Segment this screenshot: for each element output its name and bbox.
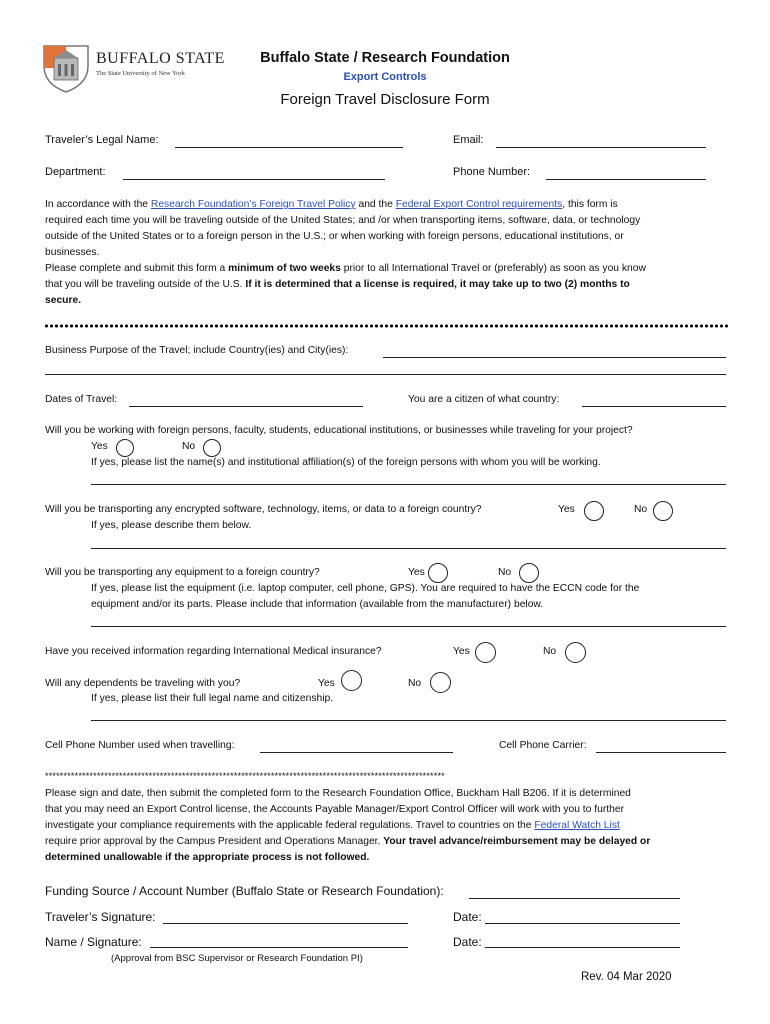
intro-text: outside of the United States or to a foreign person in the U.S.; or when working with foreign persons, educational institutions, or	[45, 231, 624, 242]
approver-date-label: Date:	[453, 935, 482, 949]
foreign-yes-radio[interactable]	[116, 439, 134, 457]
medical-yes-label: Yes	[453, 646, 470, 657]
org-title: Buffalo State / Research Foundation	[260, 50, 510, 66]
closing-text: Please sign and date, then submit the completed form to the Research Foundation Office, Buckham Hall B206. If it is determined	[45, 788, 631, 799]
equipment-field[interactable]	[91, 626, 726, 627]
email-label: Email:	[453, 134, 484, 146]
foreign-if-yes: If yes, please list the name(s) and institutional affiliation(s) of the foreign persons with whom you will be working.	[91, 457, 601, 468]
cell-phone-label: Cell Phone Number used when travelling:	[45, 740, 235, 751]
closing-text: investigate your compliance requirements with the applicable federal regulations. Travel to countries on the	[45, 820, 535, 831]
medical-no-label: No	[543, 646, 557, 657]
approver-signature-label: Name / Signature:	[45, 935, 142, 949]
funding-label: Funding Source / Account Number (Buffalo State or Research Foundation):	[45, 884, 444, 898]
foreign-persons-question: Will you be working with foreign persons, faculty, students, educational institutions, or businesses while traveling for your project?	[45, 425, 633, 436]
intro-emphasis: minimum of two weeks	[228, 263, 341, 274]
purpose-label: Business Purpose of the Travel; include Country(ies) and City(ies):	[45, 345, 349, 356]
dependents-yes-label: Yes	[318, 678, 335, 689]
software-yes-label: Yes	[558, 504, 575, 515]
traveler-signature-field[interactable]	[163, 923, 408, 924]
closing-emphasis: Your travel advance/reimbursement may be delayed or	[383, 836, 651, 847]
traveler-signature-label: Traveler’s Signature:	[45, 910, 156, 924]
intro-text: In accordance with the	[45, 199, 151, 210]
closing-text: require prior approval by the Campus President and Operations Manager.	[45, 836, 384, 847]
email-field[interactable]	[496, 147, 706, 148]
purpose-field-line2[interactable]	[45, 374, 726, 375]
citizen-label: You are a citizen of what country:	[408, 394, 560, 405]
cell-carrier-field[interactable]	[596, 752, 726, 753]
intro-text: Please complete and submit this form a	[45, 263, 229, 274]
equipment-if-yes-1: If yes, please list the equipment (i.e. laptop computer, cell phone, GPS). You are required to have the ECCN code for the	[91, 583, 640, 594]
dates-field[interactable]	[129, 406, 363, 407]
software-no-label: No	[634, 504, 648, 515]
foreign-no-radio[interactable]	[203, 439, 221, 457]
foreign-travel-policy-link[interactable]: Research Foundation’s Foreign Travel Policy	[150, 199, 356, 210]
dependents-question: Will any dependents be traveling with you?	[45, 678, 241, 689]
citizen-field[interactable]	[582, 406, 726, 407]
medical-yes-radio[interactable]	[475, 642, 496, 663]
closing-paragraph	[45, 786, 730, 866]
dependents-yes-radio[interactable]	[341, 670, 362, 691]
intro-text: businesses.	[45, 247, 100, 258]
export-control-requirements-link[interactable]: Federal Export Control requirements	[395, 199, 563, 210]
traveler-date-label: Date:	[453, 910, 482, 924]
intro-paragraph	[45, 197, 730, 309]
equipment-no-radio[interactable]	[519, 563, 539, 583]
foreign-yes-label: Yes	[91, 441, 108, 452]
dependents-no-label: No	[408, 678, 422, 689]
phone-field[interactable]	[546, 179, 706, 180]
legal-name-label: Traveler’s Legal Name:	[45, 134, 159, 146]
intro-text: and the	[355, 199, 396, 210]
approval-note: (Approval from BSC Supervisor or Research Foundation PI)	[111, 953, 363, 964]
intro-text: prior to all International Travel or (preferably) as soon as you know	[340, 263, 646, 274]
intro-text: , this form is	[562, 199, 618, 210]
dotted-separator	[44, 324, 728, 328]
dates-label: Dates of Travel:	[45, 394, 118, 405]
equipment-no-label: No	[498, 567, 512, 578]
intro-emphasis: If it is determined that a license is required, it may take up to two (2) months to	[245, 279, 630, 290]
medical-no-radio[interactable]	[565, 642, 586, 663]
approver-date-field[interactable]	[485, 947, 680, 948]
foreign-no-label: No	[182, 441, 196, 452]
traveler-date-field[interactable]	[485, 923, 680, 924]
department-label: Department:	[45, 166, 106, 178]
equipment-if-yes-2: equipment and/or its parts. Please include that information (available from the manufacturer) below.	[91, 599, 544, 610]
intro-text: required each time you will be traveling outside of the United States; and /or when transporting items, software, data, or technology	[45, 215, 641, 226]
foreign-persons-field[interactable]	[91, 484, 726, 485]
dependents-field[interactable]	[91, 720, 726, 721]
software-field[interactable]	[91, 548, 726, 549]
medical-question: Have you received information regarding International Medical insurance?	[45, 646, 382, 657]
phone-label: Phone Number:	[453, 166, 531, 178]
approver-signature-field[interactable]	[150, 947, 408, 948]
closing-emphasis: determined unallowable if the appropriate process is not followed.	[45, 852, 370, 863]
software-question: Will you be transporting any encrypted software, technology, items, or data to a foreign country?	[45, 504, 482, 515]
logo-subtitle: The State University of New York	[96, 70, 185, 77]
software-no-radio[interactable]	[653, 501, 673, 521]
software-yes-radio[interactable]	[584, 501, 604, 521]
equipment-yes-radio[interactable]	[428, 563, 448, 583]
intro-emphasis: secure.	[45, 295, 82, 306]
equipment-question: Will you be transporting any equipment to a foreign country?	[45, 567, 320, 578]
department-field[interactable]	[123, 179, 385, 180]
revision-label: Rev. 04 Mar 2020	[581, 971, 672, 983]
dependents-no-radio[interactable]	[430, 672, 451, 693]
form-title: Foreign Travel Disclosure Form	[280, 91, 490, 108]
unit-title: Export Controls	[343, 71, 427, 83]
funding-field[interactable]	[469, 898, 680, 899]
asterisk-separator: ************************************************************************************************************	[45, 771, 445, 781]
dependents-if-yes: If yes, please list their full legal name and citizenship.	[91, 693, 334, 704]
equipment-yes-label: Yes	[408, 567, 425, 578]
federal-watch-list-link[interactable]: Federal Watch List	[534, 820, 620, 831]
closing-text: that you may need an Export Control license, the Accounts Payable Manager/Export Control Officer will work with you to further	[45, 804, 625, 815]
software-if-yes: If yes, please describe them below.	[91, 520, 252, 531]
intro-text: that you will be traveling outside of the U.S.	[45, 279, 246, 290]
logo-name: BUFFALO STATE	[96, 50, 225, 67]
purpose-field[interactable]	[383, 357, 726, 358]
cell-carrier-label: Cell Phone Carrier:	[499, 740, 587, 751]
legal-name-field[interactable]	[175, 147, 403, 148]
cell-phone-field[interactable]	[260, 752, 453, 753]
